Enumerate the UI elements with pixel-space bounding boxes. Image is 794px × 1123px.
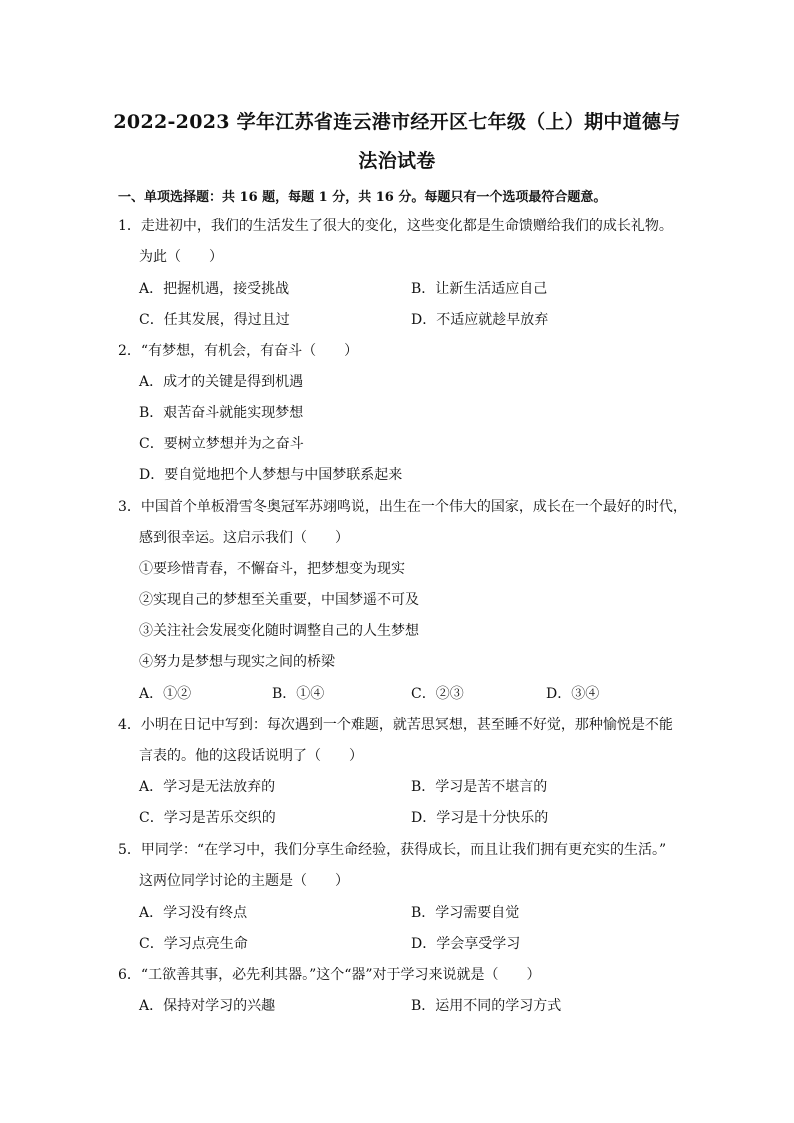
question-2-option-c: C．要树立梦想并为之奋斗 xyxy=(139,436,304,452)
question-1-option-d: D．不适应就趁早放弃 xyxy=(411,312,549,328)
question-5-stem: 5．甲同学：“在学习中，我们分享生命经验，获得成长，而且让我们拥有更充实的生活。” xyxy=(118,842,667,858)
question-4-option-c: C．学习是苦乐交织的 xyxy=(139,810,276,826)
question-6-stem: 6．“工欲善其事，必先利其器。”这个“器”对于学习来说就是（ ） xyxy=(118,967,541,983)
question-3-statement-4: ④努力是梦想与现实之间的桥梁 xyxy=(139,654,335,670)
question-1-option-b: B．让新生活适应自己 xyxy=(411,281,548,297)
question-6-option-a: A．保持对学习的兴趣 xyxy=(139,998,276,1014)
question-5-option-a: A．学习没有终点 xyxy=(139,905,248,921)
question-4-option-b: B．学习是苦不堪言的 xyxy=(411,779,548,795)
question-1-stem: 1．走进初中，我们的生活发生了很大的变化，这些变化都是生命馈赠给我们的成长礼物。 xyxy=(118,218,673,234)
question-3-statement-2: ②实现自己的梦想至关重要，中国梦遥不可及 xyxy=(139,592,419,608)
question-5-option-c: C．学习点亮生命 xyxy=(139,936,248,952)
question-1-option-c: C．任其发展，得过且过 xyxy=(139,312,290,328)
question-5-option-b: B．学习需要自觉 xyxy=(411,905,520,921)
question-3-stem-cont: 感到很幸运。这启示我们（ ） xyxy=(139,530,349,546)
question-1-stem-cont: 为此（ ） xyxy=(139,249,223,265)
exam-title-line1: 2022-2023 学年江苏省连云港市经开区七年级（上）期中道德与 xyxy=(113,111,681,133)
question-3-option-d: D．③④ xyxy=(546,686,600,702)
section-heading: 一、单项选择题：共 16 题，每题 1 分，共 16 分。每题只有一个选项最符合题意。 xyxy=(118,190,607,205)
question-5-stem-cont: 这两位同学讨论的主题是（ ） xyxy=(139,873,349,889)
question-4-stem-cont: 言表的。他的这段话说明了（ ） xyxy=(139,748,363,764)
question-2-option-a: A．成才的关键是得到机遇 xyxy=(139,374,304,390)
question-4-option-a: A．学习是无法放弃的 xyxy=(139,779,276,795)
question-1-option-a: A．把握机遇，接受挑战 xyxy=(139,281,290,297)
question-3-statement-3: ③关注社会发展变化随时调整自己的人生梦想 xyxy=(139,623,419,639)
question-3-option-c: C．②③ xyxy=(411,686,464,702)
question-2-option-b: B．艰苦奋斗就能实现梦想 xyxy=(139,405,304,421)
question-5-option-d: D．学会享受学习 xyxy=(411,936,521,952)
question-2-option-d: D．要自觉地把个人梦想与中国梦联系起来 xyxy=(139,467,403,483)
question-6-option-b: B．运用不同的学习方式 xyxy=(411,998,562,1014)
question-3-option-a: A．①② xyxy=(139,686,192,702)
question-4-option-d: D．学习是十分快乐的 xyxy=(411,810,549,826)
exam-title-line2: 法治试卷 xyxy=(358,150,436,172)
question-3-stem: 3．中国首个单板滑雪冬奥冠军苏翊鸣说，出生在一个伟大的国家，成长在一个最好的时代， xyxy=(118,499,687,515)
question-3-statement-1: ①要珍惜青春，不懈奋斗，把梦想变为现实 xyxy=(139,561,405,577)
question-3-option-b: B．①④ xyxy=(272,686,325,702)
question-4-stem: 4．小明在日记中写到：每次遇到一个难题，就苦思冥想，甚至睡不好觉，那种愉悦是不能 xyxy=(118,717,673,733)
question-2-stem: 2．“有梦想，有机会，有奋斗（ ） xyxy=(118,343,359,359)
